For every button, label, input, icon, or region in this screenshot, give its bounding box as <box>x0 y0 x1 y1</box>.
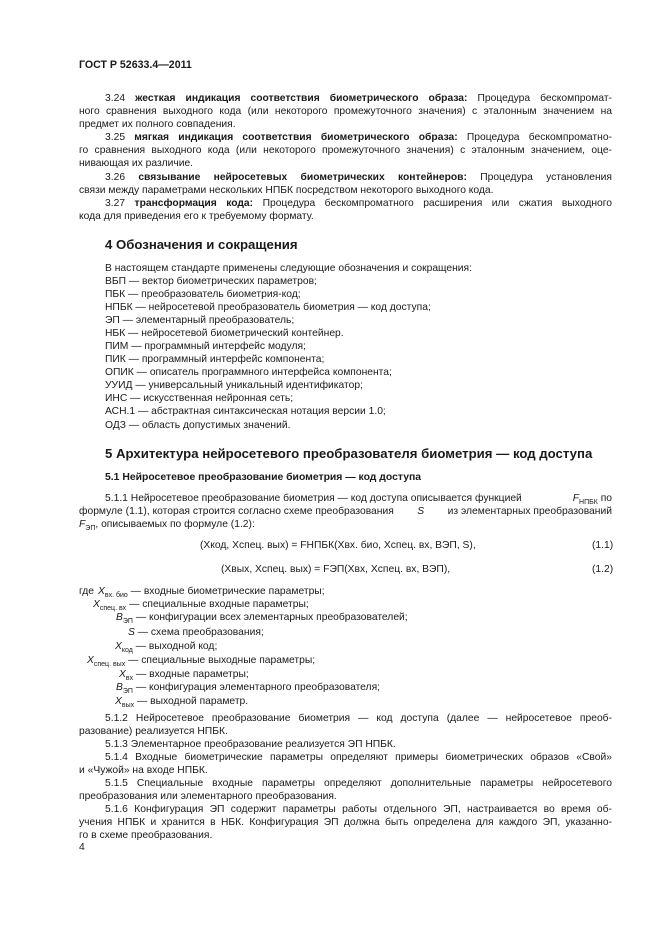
para-5-1-1-line3: $F_{ЭП}$, описываемых по формуле (1.2): <box>79 519 255 533</box>
para-5-1-1-line2: формуле (1.1), которая строится согласно схеме преобразования S из элементарных преобразований <box>79 506 612 517</box>
para-5-1-5-line2: преобразования или элементарного преобразования. <box>79 791 337 802</box>
para-5-1-5-line1: 5.1.5 Специальные входные параметры определяют дополнительные параметры нейросетевого <box>105 778 612 789</box>
where-item: $B_{ЭП}$ — конфигурация элементарного преобразователя; <box>116 682 381 696</box>
para-5-1-4-line2: и «Чужой» на входе НПБК. <box>79 765 208 776</box>
para-5-1-3-line1: 5.1.3 Элементарное преобразование реализуется ЭП НПБК. <box>105 739 396 750</box>
para-5-1-6-line1: 5.1.6 Конфигурация ЭП содержит параметры работы отдельного ЭП, настраивается во время об- <box>105 804 612 815</box>
abbr-item: ПБК — преобразователь биометрия-код; <box>105 289 301 300</box>
section-5-title: 5 Архитектура нейросетевого преобразователя биометрия — код доступа <box>105 446 593 461</box>
document-header: ГОСТ Р 52633.4—2011 <box>79 59 192 71</box>
where-word: где <box>79 586 95 597</box>
subsection-5-1-title: 5.1 Нейросетевое преобразование биометрия — код доступа <box>105 472 422 483</box>
term-3-27-line2: кода для приведения его к требуемому формату. <box>79 211 314 222</box>
section-4-title: 4 Обозначения и сокращения <box>105 237 298 252</box>
para-5-1-4-line1: 5.1.4 Входные биометрические параметры определяют примеры биометрических образов «Свой» <box>105 752 612 763</box>
term-3-25-line1: 3.25 мягкая индикация соответствия биометрического образа: Процедура бескомпроматно- <box>105 132 612 143</box>
term-3-24-line2: ного сравнения выходного кода (или некоторого промежуточного значения) с эталонным значением на <box>79 106 612 117</box>
para-5-1-2-line2: разование) реализуется НПБК. <box>79 726 228 737</box>
para-5-1-6-line2: учения НПБК и хранится в НБК. Конфигурация ЭП должна быть определена для каждого ЭП, указанно- <box>79 817 612 828</box>
abbr-item: ВБП — вектор биометрических параметров; <box>105 276 317 287</box>
where-item: $X_{код}$ — выходной код; <box>115 641 218 655</box>
abbr-item: НБК — нейросетевой биометрический контейнер. <box>105 328 344 339</box>
formula-1-2-number: (1.2) <box>592 564 614 575</box>
where-item: $X_{вх}$ — входные параметры; <box>119 669 249 683</box>
para-5-1-6-line3: го в схеме преобразования. <box>79 830 213 841</box>
where-item: $X_{спец. вых}$ — специальные выходные параметры; <box>87 655 316 669</box>
abbr-item: ЭП — элементарный преобразователь; <box>105 315 295 326</box>
abbr-item: ПИК — программный интерфейс компонента; <box>105 354 325 365</box>
abbr-item: АСН.1 — абстрактная синтаксическая нотация версии 1.0; <box>105 406 386 417</box>
section-4-intro: В настоящем стандарте применены следующие обозначения и сокращения: <box>105 263 472 274</box>
term-3-27-line1: 3.27 трансформация кода: Процедура бескомпроматного расширения или сжатия выходного <box>105 198 612 209</box>
where-item: $X_{вх. био}$ — входные биометрические параметры; <box>98 586 325 600</box>
where-item: $X_{спец. вх}$ — специальные входные параметры; <box>93 599 309 613</box>
term-3-24-line1: 3.24 жесткая индикация соответствия биометрического образа: Процедура бескомпромат- <box>105 93 612 104</box>
where-item: $X_{вых}$ — выходной параметр. <box>115 696 249 710</box>
term-3-25-line3: нивающая их различие. <box>79 158 194 169</box>
para-5-1-1-line1: 5.1.1 Нейросетевое преобразование биометрия — код доступа описывается функцией $F_{НПБК}$ по <box>105 493 612 507</box>
abbr-item: ОДЗ — область допустимых значений. <box>105 420 291 431</box>
abbr-item: УУИД — универсальный уникальный идентификатор; <box>105 380 363 391</box>
term-3-25-line2: го сравнения выходного кода (или некоторого промежуточного значения) с эталонным значением, оце- <box>79 145 612 156</box>
formula-1-1-number: (1.1) <box>592 540 614 551</box>
abbr-item: ОПИК — описатель программного интерфейса компонента; <box>105 367 392 378</box>
where-item: S — схема преобразования; <box>128 627 264 638</box>
abbr-item: ПИМ — программный интерфейс модуля; <box>105 341 306 352</box>
term-3-24-line3: предмет их полного совпадения. <box>79 119 236 130</box>
para-5-1-2-line1: 5.1.2 Нейросетевое преобразование биометрия — код доступа (далее — нейросетевое преоб- <box>105 713 612 724</box>
abbr-item: НПБК — нейросетевой преобразователь биометрия — код доступа; <box>105 302 431 313</box>
term-3-26-line2: связи между параметрами нескольких НПБК посредством некоторого выходного кода. <box>79 185 494 196</box>
term-3-26-line1: 3.26 связывание нейросетевых биометрических контейнеров: Процедура установления <box>105 172 612 183</box>
formula-1-1: (Xкод, Xспец. вых) = FНПБК(Xвх. био, Xспец. вх, BЭП, S), <box>200 540 476 551</box>
formula-1-2: (Xвых, Xспец. вых) = FЭП(Xвх, Xспец. вх, BЭП), <box>221 564 451 575</box>
page-number: 4 <box>79 842 85 853</box>
abbr-item: ИНС — искусственная нейронная сеть; <box>105 393 294 404</box>
where-item: $B_{ЭП}$ — конфигурации всех элементарных преобразователей; <box>116 612 408 626</box>
